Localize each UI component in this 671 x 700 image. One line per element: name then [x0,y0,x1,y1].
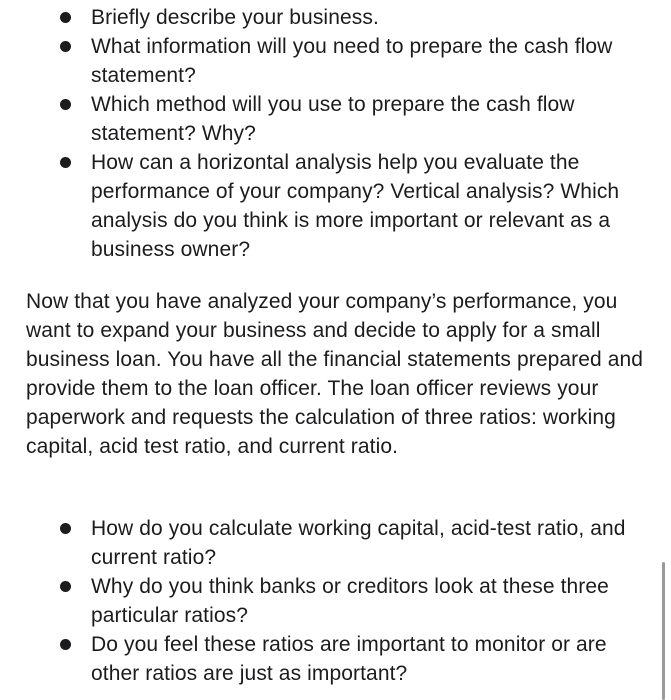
bullet-text: Do you feel these ratios are important to monitor or are other ratios are just as important? [91,633,607,685]
bullet-text: Why do you think banks or creditors look at these three particular ratios? [91,575,609,627]
bullet-icon [60,99,71,110]
bullet-text: How can a horizontal analysis help you evaluate the performance of your company? Vertical analysis? Which analysis do you think is more important or relevant as a business owner? [91,151,620,261]
bullet-text: Briefly describe your business. [91,6,379,29]
bottom-bullet-list [0,514,671,688]
bullet-text: How do you calculate working capital, acid-test ratio, and current ratio? [91,517,626,569]
list-item [0,514,671,572]
body-paragraph: Now that you have analyzed your company’s performance, you want to expand your business and decide to apply for a small business loan. You have all the financial statements prepared and provide them to the loan officer. The loan officer reviews your paperwork and requests the calculation of three ratios: working capital, acid test ratio, and current ratio. [26,290,644,458]
bullet-text: What information will you need to prepare the cash flow statement? [91,35,613,87]
list-item [0,148,671,264]
list-item [0,572,671,630]
bullet-icon [60,581,71,592]
list-item [0,3,671,32]
bullet-icon [60,157,71,168]
bullet-text: Which method will you use to prepare the cash flow statement? Why? [91,93,575,145]
list-item [0,90,671,148]
scrollbar[interactable] [662,562,665,700]
list-item [0,630,671,688]
bullet-icon [60,639,71,650]
list-item [0,32,671,90]
bullet-icon [60,523,71,534]
bullet-icon [60,41,71,52]
top-bullet-list [0,3,671,264]
bullet-icon [60,12,71,23]
